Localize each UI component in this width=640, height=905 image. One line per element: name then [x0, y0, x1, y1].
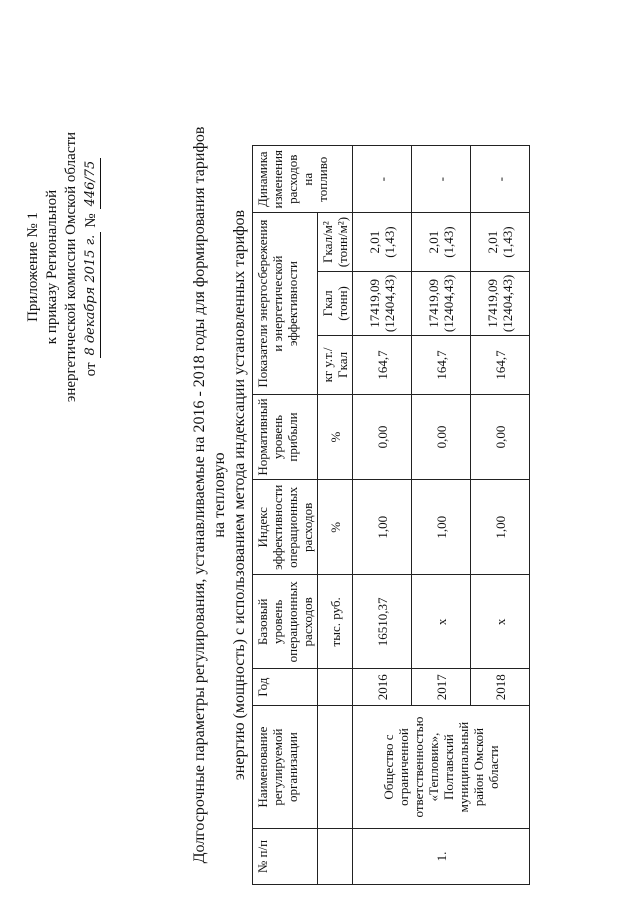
- cell-heat: 17419,09 (12404,43): [471, 271, 530, 335]
- cell-dynamics: -: [412, 146, 471, 213]
- unit-year-empty: [318, 669, 353, 706]
- cell-profit: 0,00: [412, 394, 471, 480]
- cell-profit: 0,00: [353, 394, 412, 480]
- cell-dynamics: -: [353, 146, 412, 213]
- table-row: [353, 146, 412, 885]
- header-num: № п/п: [253, 829, 318, 885]
- header-org: Наименование регулируемой организации: [253, 706, 318, 829]
- appendix-order-line: [81, 158, 101, 377]
- unit-fuel: кг у.т./Гкал: [318, 336, 353, 395]
- header-row: [253, 146, 318, 885]
- unit-base: тыс. руб.: [318, 575, 353, 669]
- title-line-2: энергию (мощность) с использованием метода индексации установленных тарифов: [231, 209, 248, 781]
- document-title: [190, 125, 250, 865]
- appendix-title: Приложение № 1: [25, 212, 41, 322]
- cell-fuel: 164,7: [471, 336, 530, 395]
- cell-heat: 17419,09 (12404,43): [412, 271, 471, 335]
- cell-heat: 17419,09 (12404,43): [353, 271, 412, 335]
- cell-fuel: 164,7: [412, 336, 471, 395]
- header-base: Базовый уровень операционных расходов: [253, 575, 318, 669]
- units-row: [318, 146, 353, 885]
- cell-base: х: [471, 575, 530, 669]
- row-number: 1.: [353, 829, 530, 885]
- cell-spec: 2,01 (1,43): [471, 213, 530, 271]
- cell-base: х: [412, 575, 471, 669]
- unit-index: %: [318, 480, 353, 575]
- cell-spec: 2,01 (1,43): [353, 213, 412, 271]
- cell-dynamics: -: [471, 146, 530, 213]
- unit-heat: Гкал (тонн): [318, 271, 353, 335]
- unit-spec: Гкал/м² (тонн/м²): [318, 213, 353, 271]
- order-number-prefix: №: [83, 213, 99, 228]
- title-line-1: Долгосрочные параметры регулирования, устанавливаемые на 2016 - 2018 годы для формирования тарифов на тепловую: [191, 126, 228, 864]
- cell-spec: 2,01 (1,43): [412, 213, 471, 271]
- appendix-order-ref: к приказу Региональной: [44, 189, 60, 345]
- order-prefix: от: [83, 362, 99, 377]
- unit-num-empty: [318, 829, 353, 885]
- order-number: 446/75: [81, 158, 101, 210]
- cell-index: 1,00: [412, 480, 471, 575]
- cell-year: 2018: [471, 669, 530, 706]
- header-energy: Показатели энергосбережения и энергетической эффективности: [253, 213, 318, 394]
- cell-year: 2016: [353, 669, 412, 706]
- cell-year: 2017: [412, 669, 471, 706]
- header-dynamics: Динамика изменения расходов на топливо: [253, 146, 353, 213]
- cell-base: 16510,37: [353, 575, 412, 669]
- header-profit: Нормативный уровень прибыли: [253, 394, 318, 480]
- cell-fuel: 164,7: [353, 336, 412, 395]
- parameters-table: [252, 145, 530, 885]
- unit-org-empty: [318, 706, 353, 829]
- header-year: Год: [253, 669, 318, 706]
- appendix-commission: энергетической комиссии Омской области: [63, 131, 79, 403]
- appendix-block: [24, 112, 101, 422]
- cell-index: 1,00: [471, 480, 530, 575]
- cell-profit: 0,00: [471, 394, 530, 480]
- header-index: Индекс эффективности операционных расходов: [253, 480, 318, 575]
- order-date: 8 декабря 2015 г.: [81, 232, 101, 359]
- cell-index: 1,00: [353, 480, 412, 575]
- unit-profit: %: [318, 394, 353, 480]
- organization-name: Общество с ограниченной ответственностью «Тепловик», Полтавский муниципальный район Омской области: [353, 706, 530, 829]
